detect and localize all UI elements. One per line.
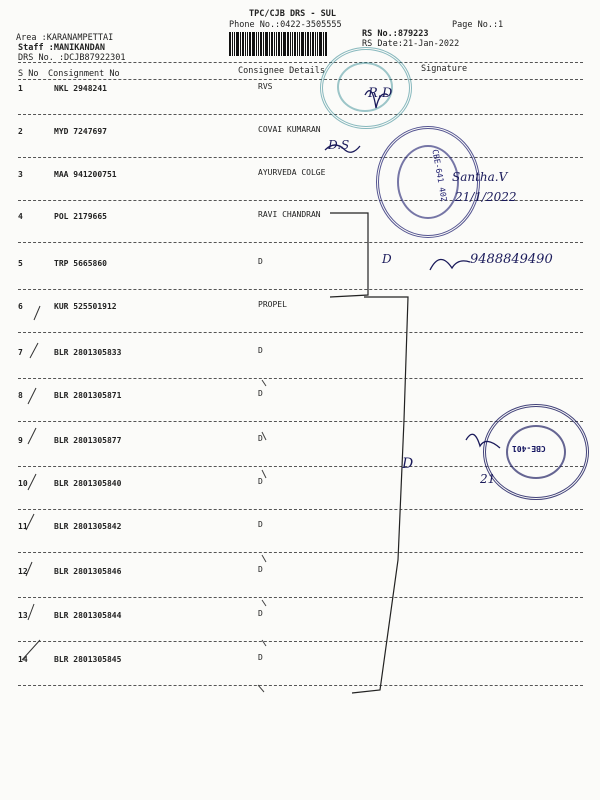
row10-note: 21 [480, 472, 496, 486]
row-consignment: BLR 2801305877 [54, 436, 122, 445]
row-consignment: NKL 2948241 [54, 84, 107, 93]
row-consignee: AYURVEDA COLGE [258, 168, 326, 177]
rs-number: RS No.:879223 [362, 29, 429, 39]
row-sno: 9 [18, 436, 23, 445]
col-consignment: Consignment No [48, 69, 120, 79]
row-sno: 11 [18, 522, 28, 531]
row-consignee: D [258, 389, 263, 398]
row-sno: 12 [18, 567, 28, 576]
row-sno: 10 [18, 479, 28, 488]
row-consignment: POL 2179665 [54, 212, 107, 221]
row-sno: 1 [18, 84, 23, 93]
row1-initials: R.D [368, 86, 393, 101]
ditto-marks [258, 380, 266, 692]
rs-date: RS Date:21-Jan-2022 [362, 39, 460, 49]
col-consignee: Consignee Details [238, 66, 325, 76]
propel-stamp-code: CBE-401 [512, 444, 546, 453]
row2-initials: D.S [328, 138, 350, 152]
row-consignee: D [258, 346, 263, 355]
phone-number: Phone No.:0422-3505555 [229, 20, 342, 30]
area-label: Area :KARANAMPETTAI [16, 33, 114, 43]
row-consignee: COVAI KUMARAN [258, 125, 321, 134]
row-consignee: PROPEL [258, 300, 287, 309]
signature-row9 [466, 434, 500, 448]
row-consignment: BLR 2801305871 [54, 391, 122, 400]
row-consignment: BLR 2801305844 [54, 611, 122, 620]
staff-label: Staff :MANIKANDAN [18, 43, 105, 53]
row-consignment: MAA 941200751 [54, 170, 117, 179]
row-consignment: KUR 525501912 [54, 302, 117, 311]
check-marks [22, 306, 40, 660]
row-consignee: D [258, 653, 263, 662]
row-consignment: BLR 2801305846 [54, 567, 122, 576]
row-consignee: RVS [258, 82, 273, 91]
row-consignment: BLR 2801305833 [54, 348, 122, 357]
bracket-rows-4-5 [330, 213, 368, 297]
row5-phone: 9488849490 [470, 252, 553, 267]
row-consignment: BLR 2801305845 [54, 655, 122, 664]
row-consignee: D [258, 565, 263, 574]
row-consignee: D [258, 257, 263, 266]
row3-date: 21/1/2022 [455, 190, 517, 204]
row-sno: 6 [18, 302, 23, 311]
row-consignee: D [258, 434, 263, 443]
signature-row5 [430, 259, 470, 270]
col-sno: S No [18, 69, 39, 79]
row-sno: 14 [18, 655, 28, 664]
row-sno: 2 [18, 127, 23, 136]
row-consignment: MYD 7247697 [54, 127, 107, 136]
row-consignee: D [258, 609, 263, 618]
document-title: TPC/CJB DRS - SUL [249, 9, 336, 19]
drs-number: DRS No. :DCJB87922301 [18, 53, 126, 63]
row-sno: 13 [18, 611, 28, 620]
row-consignee: D [258, 477, 263, 486]
row-consignment: BLR 2801305840 [54, 479, 122, 488]
col-signature: Signature [421, 64, 468, 74]
row3-signature: Santha.V [452, 170, 508, 184]
row-sno: 5 [18, 259, 23, 268]
row-consignment: BLR 2801305842 [54, 522, 122, 531]
row10-mark: D [402, 456, 414, 472]
row-sno: 7 [18, 348, 23, 357]
row-sno: 8 [18, 391, 23, 400]
row-consignee: RAVI CHANDRAN [258, 210, 321, 219]
row-consignee: D [258, 520, 263, 529]
bracket-rows-6-14 [352, 297, 408, 693]
row-consignment: TRP 5665860 [54, 259, 107, 268]
row-sno: 3 [18, 170, 23, 179]
row-sno: 4 [18, 212, 23, 221]
ayurveda-stamp-code: CBE-641 402 [430, 148, 449, 203]
page-number: Page No.:1 [452, 20, 504, 30]
row4-mark: D [382, 252, 392, 266]
